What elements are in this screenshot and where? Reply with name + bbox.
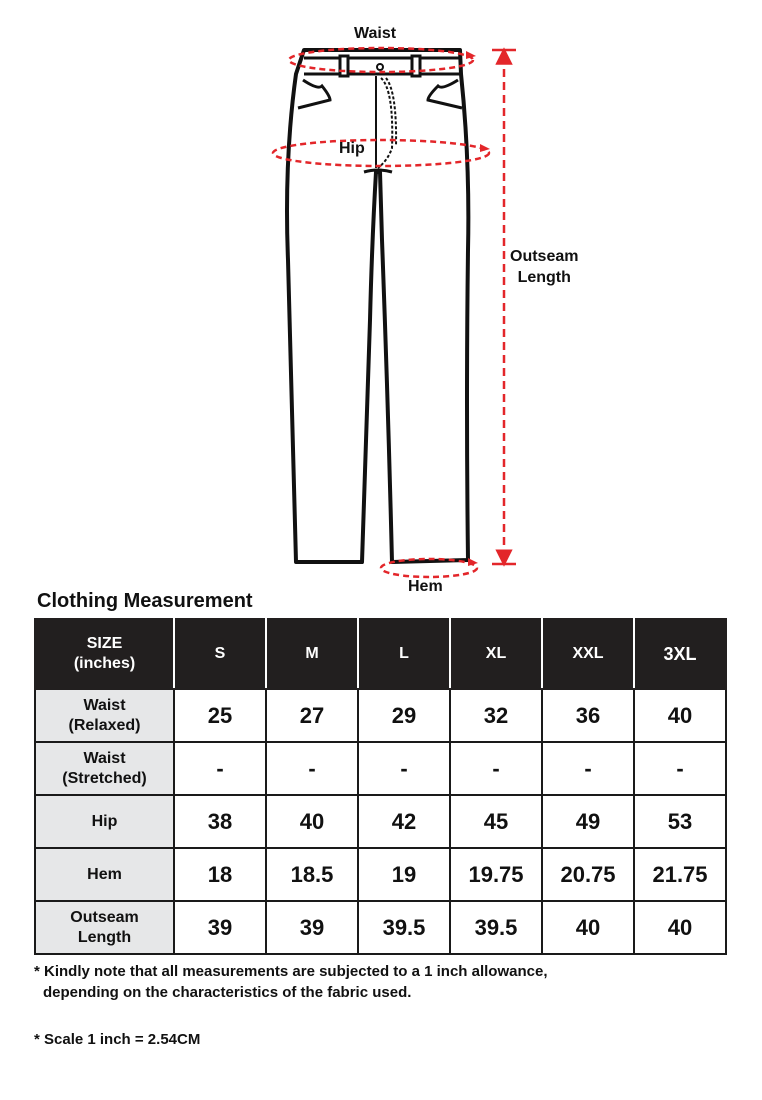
hip-diagram-label: Hip	[339, 140, 365, 157]
pants-outline	[287, 50, 468, 562]
table-cell: 18.5	[266, 848, 358, 901]
row-label-line1: Outseam	[70, 908, 139, 926]
size-column-header: M	[266, 619, 358, 689]
row-label: Hip	[35, 795, 174, 848]
table-cell: 49	[542, 795, 634, 848]
row-label-line1: Waist	[83, 696, 126, 714]
size-header-cell	[35, 619, 174, 689]
row-label-line2: (Relaxed)	[68, 716, 141, 734]
table-cell: 27	[266, 689, 358, 742]
row-label-line1: Waist	[83, 749, 126, 767]
size-column-header: L	[358, 619, 450, 689]
size-header-line2: (inches)	[73, 655, 136, 672]
table-header-row	[35, 619, 726, 689]
table-row	[35, 689, 726, 742]
table-row	[35, 901, 726, 954]
table-cell: 39	[174, 901, 266, 954]
row-label	[35, 901, 174, 954]
table-cell: 40	[634, 689, 726, 742]
size-column-header: XL	[450, 619, 542, 689]
outseam-label-line1: Outseam	[510, 248, 579, 265]
size-column-header: 3XL	[634, 619, 726, 689]
allowance-note	[34, 961, 548, 1003]
row-label: Hem	[35, 848, 174, 901]
size-column-header: S	[174, 619, 266, 689]
size-column-header: XXL	[542, 619, 634, 689]
outseam-label-line2: Length	[517, 269, 571, 286]
table-cell: -	[174, 742, 266, 795]
table-cell: 18	[174, 848, 266, 901]
row-label	[35, 689, 174, 742]
table-cell: 42	[358, 795, 450, 848]
table-cell: 39.5	[450, 901, 542, 954]
table-row	[35, 848, 726, 901]
table-row	[35, 795, 726, 848]
waist-diagram-label: Waist	[354, 25, 397, 42]
table-cell: 53	[634, 795, 726, 848]
table-cell: 32	[450, 689, 542, 742]
hem-diagram-label: Hem	[408, 578, 443, 595]
table-cell: 20.75	[542, 848, 634, 901]
table-cell: 45	[450, 795, 542, 848]
table-cell: 19.75	[450, 848, 542, 901]
table-cell: 38	[174, 795, 266, 848]
table-cell: -	[542, 742, 634, 795]
table-cell: -	[634, 742, 726, 795]
table-cell: 39	[266, 901, 358, 954]
allowance-note-line1: * Kindly note that all measurements are subjected to a 1 inch allowance,	[34, 963, 548, 980]
table-cell: 25	[174, 689, 266, 742]
table-cell: 19	[358, 848, 450, 901]
table-row	[35, 742, 726, 795]
table-cell: -	[450, 742, 542, 795]
table-cell: 39.5	[358, 901, 450, 954]
allowance-note-line2: depending on the characteristics of the fabric used.	[43, 984, 412, 1001]
row-label	[35, 742, 174, 795]
outseam-measure-line	[492, 50, 516, 564]
table-cell: -	[358, 742, 450, 795]
table-cell: 29	[358, 689, 450, 742]
table-cell: 40	[634, 901, 726, 954]
scale-note: * Scale 1 inch = 2.54CM	[34, 1031, 201, 1048]
size-chart-table	[34, 618, 727, 955]
table-cell: 40	[542, 901, 634, 954]
outseam-diagram-label	[510, 246, 578, 288]
table-cell: 36	[542, 689, 634, 742]
table-cell: 40	[266, 795, 358, 848]
table-cell: -	[266, 742, 358, 795]
row-label-line2: (Stretched)	[62, 769, 147, 787]
size-header-line1: SIZE	[86, 635, 123, 652]
row-label-line2: Length	[77, 928, 132, 946]
table-cell: 21.75	[634, 848, 726, 901]
table-title: Clothing Measurement	[37, 590, 253, 612]
